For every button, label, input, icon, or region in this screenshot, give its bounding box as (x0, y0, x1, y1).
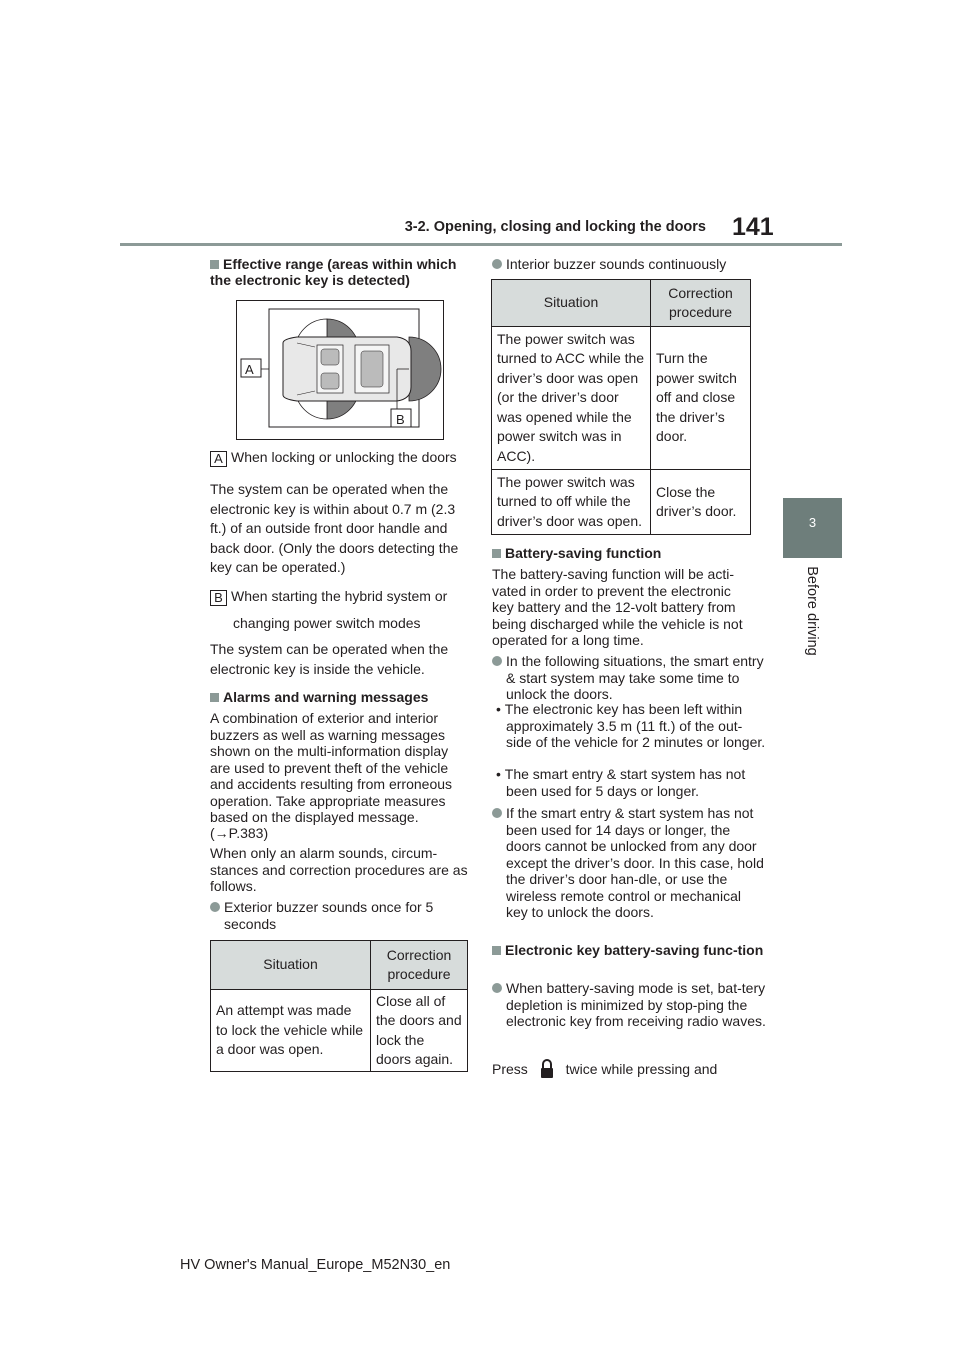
bullet-text: If the smart entry & start system has not been used for 14 days or longer, the doors cannot be unlocked from any door except the driver’s door. In this case, hold the driver’s door han-dle, or use the wireless remote control or mechanical key to unlock the doors. (506, 805, 764, 920)
round-bullet-icon (492, 656, 502, 666)
sub-item (492, 701, 766, 751)
table-cell-situation: An attempt was made to lock the vehicle while a door was open. (211, 990, 371, 1072)
key-battery-saving-heading (492, 942, 766, 958)
bullet-text: In the following situations, the smart entry & start system may take some time to unlock the doors. (506, 653, 764, 702)
heading-text: Battery-saving function (505, 545, 662, 561)
press-instruction (492, 1058, 752, 1086)
label-a-description: The system can be operated when the electronic key is within about 0.7 m (2.3 ft.) of an outside front door handle and back door. (Only the doors detecting the key can be operated.) (210, 481, 459, 575)
square-bullet-icon (492, 549, 501, 558)
alarms-page-ref: (→P.383) (210, 825, 269, 841)
table-header-situation: Situation (211, 941, 371, 990)
figure-label-b: B (396, 412, 405, 427)
table-cell-situation: The power switch was turned to off while the driver’s door was open. (492, 470, 651, 535)
fourteen-days-bullet (492, 805, 766, 921)
table-cell-correction: Close the driver’s door. (651, 470, 751, 535)
label-b-description: The system can be operated when the electronic key is inside the vehicle. (210, 641, 449, 677)
square-bullet-icon (210, 693, 219, 702)
manual-id: HV Owner's Manual_Europe_M52N30_en (180, 1257, 451, 1273)
round-bullet-icon (492, 259, 502, 269)
heading-text: Effective range (areas within which the electronic key is detected) (210, 256, 457, 288)
table-header-correction: Correction procedure (371, 941, 468, 990)
table-cell-correction: Turn the power switch off and close the driver’s door. (651, 327, 751, 470)
sub-item-text: The electronic key has been left within approximately 3.5 m (11 ft.) of the out-side of the vehicle for 2 minutes or longer. (504, 701, 766, 750)
heading-text: Electronic key battery-saving func-tion (505, 942, 764, 958)
dot-bullet-icon: • (496, 701, 505, 717)
table-cell-correction: Close all of the doors and lock the doors again. (371, 990, 468, 1072)
alarms-paragraph: A combination of exterior and interior buzzers as well as warning messages shown on the multi-information display are used to prevent theft of the vehicle and accidents resulting from erroneous operation. Take appropriate measures based on the displayed message. (210, 710, 453, 825)
table-row (492, 470, 751, 535)
dot-bullet-icon: • (496, 766, 505, 782)
bullet-text: Interior buzzer sounds continuously (506, 256, 727, 272)
label-a-box: A (210, 451, 227, 467)
square-bullet-icon (492, 946, 501, 955)
table-row (211, 990, 468, 1072)
when-alarm-paragraph: When only an alarm sounds, circum-stances and correction procedures are as follows. (210, 845, 468, 894)
alarms-heading (210, 689, 472, 705)
effective-range-figure (236, 300, 444, 440)
table-row (492, 327, 751, 470)
lock-icon (536, 1058, 558, 1086)
interior-buzzer-bullet (492, 256, 752, 273)
vehicle-diagram (237, 301, 443, 439)
square-bullet-icon (210, 260, 219, 269)
bullet-text: When battery-saving mode is set, bat-tery depletion is minimized by stop-ping the electronic key from receiving radio waves. (506, 980, 766, 1029)
header-rule (120, 243, 842, 246)
round-bullet-icon (210, 902, 220, 912)
battery-saving-paragraph: The battery-saving function will be acti-vated in order to prevent the electronic key battery and the 12-volt battery from being discharged while the vehicle is not operated for a long time. (492, 566, 743, 648)
table-cell-situation: The power switch was turned to ACC while the driver’s door was open (or the driver’s door was opened while the power switch was in ACC). (492, 327, 651, 470)
chapter-number: 3 (808, 515, 817, 530)
round-bullet-icon (492, 983, 502, 993)
label-b-line (210, 587, 472, 607)
sub-item (492, 766, 766, 799)
bullet-text: Exterior buzzer sounds once for 5 seconds (224, 899, 434, 932)
situations-bullet (492, 653, 766, 703)
sub-item-text: The smart entry & start system has not been used for 5 days or longer. (504, 766, 746, 799)
label-a-text: When locking or unlocking the doors (231, 449, 457, 465)
chapter-tab (783, 498, 842, 558)
press-text-cont: twice while pressing and (565, 1061, 718, 1077)
chapter-title: Before driving (804, 566, 820, 656)
figure-label-a: A (245, 362, 254, 377)
exterior-buzzer-bullet (210, 899, 482, 932)
interior-buzzer-table (491, 279, 751, 535)
effective-range-heading (210, 256, 472, 288)
exterior-buzzer-table (210, 940, 468, 1072)
table-header-situation: Situation (492, 280, 651, 327)
section-title: 3-2. Opening, closing and locking the doors (404, 219, 706, 235)
label-a-line (210, 448, 472, 468)
heading-text: Alarms and warning messages (223, 689, 429, 705)
key-battery-saving-bullet (492, 980, 766, 1030)
round-bullet-icon (492, 808, 502, 818)
table-header-correction: Correction procedure (651, 280, 751, 327)
label-b-box: B (210, 590, 227, 606)
battery-saving-heading (492, 545, 752, 561)
label-b-text: When starting the hybrid system or (231, 588, 448, 604)
page-number: 141 (732, 213, 774, 241)
press-text: Press (492, 1061, 528, 1077)
label-b-text-cont: changing power switch modes (233, 615, 421, 631)
